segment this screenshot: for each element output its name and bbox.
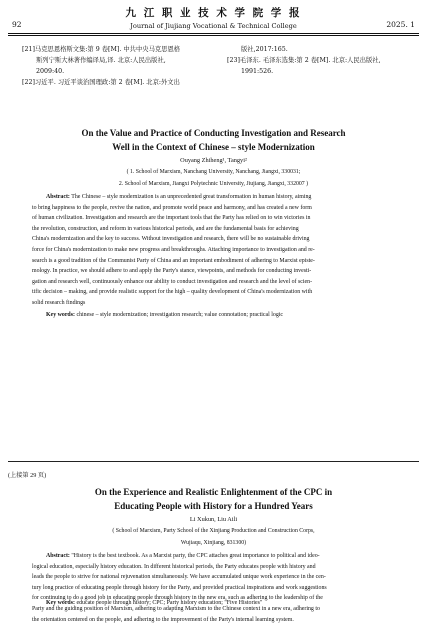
abstract-line: The Chinese – style modernization is an unprecedented great transformation in human history, aiming — [71, 194, 312, 200]
article1-affiliation2: 2. School of Marxism, Jiangxi Polytechnic University, Jiujiang, Jiangxi, 332007 ) — [118, 181, 309, 187]
article-separator — [8, 461, 419, 462]
reference-line: 1991:526. — [241, 68, 274, 75]
header-rule — [8, 33, 419, 34]
article2-affiliation2: Wujiaqu, Xinjiang, 831300) — [180, 540, 247, 546]
abstract-line: of human civilization. Investigation and research are the important tools that the Party has relied on to win victories in — [32, 215, 311, 222]
abstract-line: the revolution, construction, and reform in various historical periods, and are the fundamental basis for achieving — [32, 225, 299, 232]
article1-title-line1: On the Value and Practice of Conducting Investigation and Research — [81, 128, 346, 138]
page-number: 92 — [12, 20, 22, 29]
abstract-line: search is a good tradition of the Communist Party of China and an important embodiment of adhering to Marxist episte- — [32, 257, 315, 264]
issue-number: 2025. 1 — [386, 20, 415, 29]
abstract-line: Party and the guiding position of Marxism, adhering to adapting Marxism to the Chinese context in a new era, adhering to — [32, 605, 320, 612]
article2-authors: Li Xukun, Liu Aili — [189, 516, 238, 523]
header-rule-double — [8, 35, 419, 36]
reference-line: [22]习近平. 习近平谈治国理政:第 2 卷[M]. 北京:外文出 — [22, 79, 180, 86]
abstract-line: leads the people to strive for national rejuvenation simultaneously. We have accumulated unique work experience in the cen- — [32, 574, 326, 581]
abstract-line: logical education, especially history education. In different historical periods, the Party educates people with history and — [32, 563, 316, 570]
reference-line: 2009:40. — [36, 68, 65, 75]
journal-title-en: Journal of Jiujiang Vocational & Technical College — [130, 22, 297, 30]
article2-keywords — [32, 598, 398, 609]
keywords-text: educate people through history; CPC; Party history education; "Five Histories" — [76, 600, 263, 606]
reference-line: [21]马克思恩格斯文集:第 9 卷[M]. 中共中央马克思恩格 — [22, 46, 181, 53]
abstract-line: force for China's modernization to make new progress and breakthroughs. Attaching importance to investigation and re- — [32, 246, 315, 253]
article2-title-line1: On the Experience and Realistic Enlightenment of the CPC in — [94, 487, 333, 497]
abstract-line: to bring happiness to the people, revive the nation, and promote world peace and harmony, and has created a new form — [32, 204, 312, 211]
abstract-label: Abstract: — [46, 553, 70, 559]
abstract-label: Abstract: — [46, 194, 70, 200]
reference-line: 斯列宁斯大林著作编译局,译. 北京:人民出版社, — [36, 57, 166, 64]
article1-affiliation1: ( 1. School of Marxism, Nanchang University, Nanchang, Jiangxi, 330031; — [126, 169, 301, 175]
abstract-line: the orientation centered on the people, and adhering to the improvement of the Party's internal learning system. — [32, 616, 294, 623]
keywords-text: chinese – style modernization; investigation research; value connotation; practical logic — [76, 311, 284, 318]
journal-title-cn: 九 江 职 业 技 术 学 院 学 报 — [125, 7, 302, 19]
article1-authors: Ouyang Zhiheng¹, Tangyi² — [180, 157, 247, 164]
references-right — [227, 44, 381, 77]
abstract-line: solid research findings — [32, 299, 86, 306]
keywords-label: Key words: — [46, 311, 75, 318]
keywords-label: Key words: — [46, 600, 75, 606]
article1-title-line2: Well in the Context of Chinese – style Modernization — [112, 142, 315, 152]
reference-line: 版社,2017:165. — [241, 46, 288, 53]
abstract-line: tific decision – making, and provide realistic support for the high – quality development of China's modernization with — [32, 289, 313, 296]
reference-line: [23]毛泽东. 毛泽东选集:第 2 卷[M]. 北京:人民出版社, — [227, 57, 381, 64]
abstract-line: tury long practice of educating people through history for the Party, and provided practical inspirations and work suggestions — [32, 584, 327, 591]
continued-note: (上接第 29 页) — [8, 472, 47, 479]
article2-affiliation1: ( School of Marxism, Party School of the Xinjiang Production and Construction Corps, — [112, 528, 315, 534]
abstract-line: for continuing to do a good job in educating people through history in the new era, such as adhering to the leadership of the — [32, 595, 323, 602]
references-left — [22, 44, 180, 88]
abstract-line: gation and research well, continuously enhance our ability to conduct investigation and research and the level of scien- — [32, 278, 313, 285]
abstract-line: China's modernization and the key to success. Without investigation and research, there will be no sustainable driving — [32, 236, 310, 243]
article2-title-line2: Educating People with History for a Hundred Years — [114, 501, 313, 511]
abstract-line: mology. In practice, we should adhere to and apply the Party's stance, viewpoints, and methods for conducting investi- — [32, 268, 312, 275]
article1-abstract — [32, 192, 398, 320]
abstract-line: "History is the best textbook. As a Marxist party, the CPC attaches great importance to political and ideo- — [71, 553, 320, 559]
